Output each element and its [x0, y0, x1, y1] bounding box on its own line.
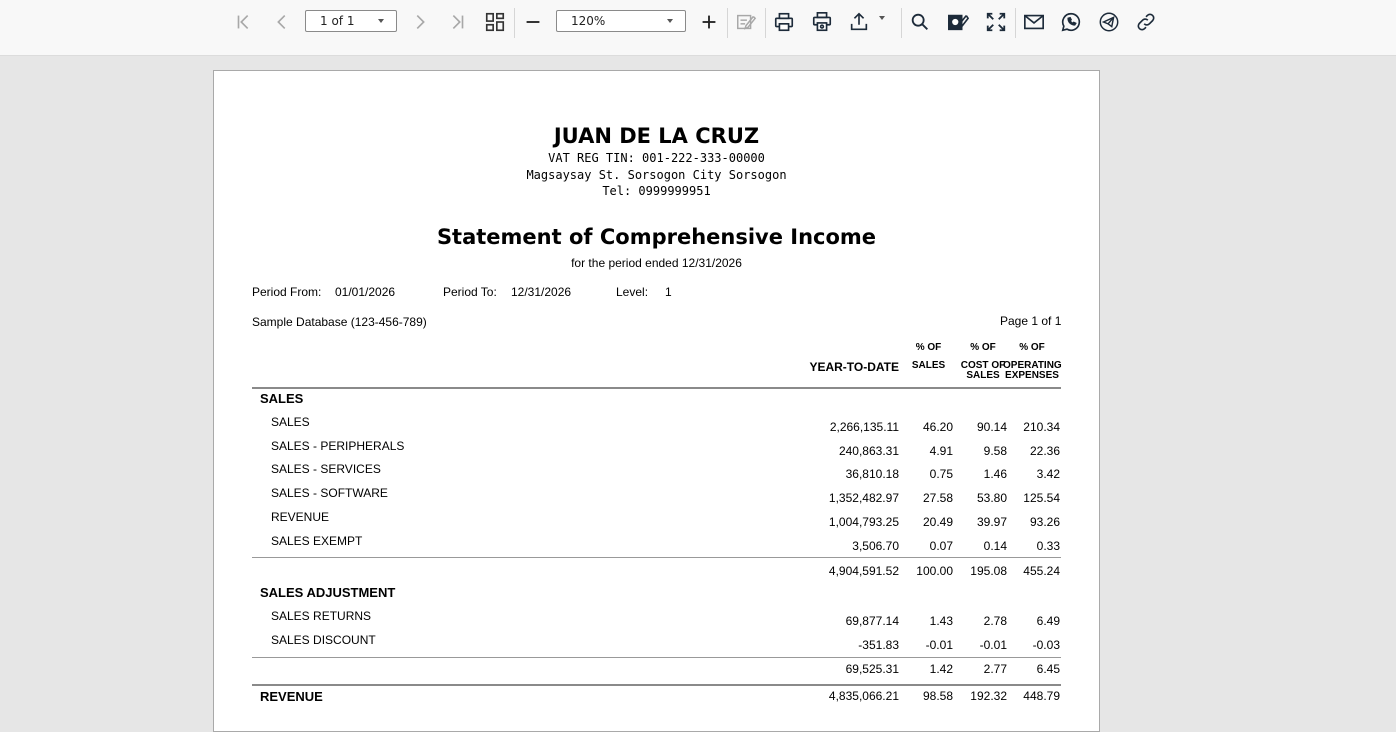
plus-icon: [698, 11, 720, 33]
account-pct-sales: 27.58: [922, 491, 953, 506]
account-pct-opex: 6.49: [1036, 614, 1060, 628]
account-ytd: 69,877.14: [845, 614, 899, 628]
adjustment-total-pct-opex: 6.45: [1036, 662, 1060, 676]
zoom-in-button[interactable]: [693, 6, 725, 38]
account-pct-cos: 9.58: [983, 443, 1007, 458]
account-label: REVENUE: [271, 509, 330, 524]
edit-button[interactable]: [730, 6, 762, 38]
account-ytd: 1,004,793.25: [828, 514, 899, 529]
zoom-level: 120%: [571, 14, 606, 28]
company-address: Magsaysay St. Sorsogon City Sorsogon: [526, 168, 787, 182]
header-rule: [252, 387, 1061, 389]
account-pct-opex: 22.36: [1029, 443, 1060, 458]
account-pct-opex: 3.42: [1036, 467, 1060, 482]
previous-page-button[interactable]: [266, 6, 298, 38]
export-button[interactable]: [843, 6, 875, 38]
grid-layout-icon: [484, 11, 506, 33]
chevron-left-icon: [271, 11, 293, 33]
subtotal-rule: [252, 557, 1061, 558]
print-button[interactable]: [768, 6, 800, 38]
period-to-label: Period To:: [443, 285, 497, 299]
last-page-button[interactable]: [441, 6, 473, 38]
account-pct-opex: 125.54: [1023, 491, 1060, 506]
sales-total-pct-sales: 100.00: [916, 564, 953, 578]
adjustment-total-pct-cos: 2.77: [983, 662, 1007, 676]
email-button[interactable]: [1018, 6, 1050, 38]
account-pct-opex: -0.03: [1032, 637, 1060, 652]
toolbar-divider: [727, 8, 728, 38]
viewer-toolbar: [0, 0, 1396, 56]
account-pct-cos: 0.14: [983, 538, 1007, 553]
chevron-down-icon: [378, 19, 384, 23]
account-pct-sales: 46.20: [922, 420, 953, 434]
first-page-button[interactable]: [228, 6, 260, 38]
level-value: 1: [665, 285, 672, 299]
account-label: SALES DISCOUNT: [271, 632, 376, 647]
account-label: SALES EXEMPT: [271, 533, 363, 548]
account-label: SALES - SOFTWARE: [271, 486, 388, 501]
sales-total-pct-opex: 455.24: [1023, 564, 1060, 578]
toolbar-divider: [514, 8, 515, 38]
search-icon: [909, 11, 931, 33]
account-ytd: 36,810.18: [845, 467, 899, 482]
account-pct-sales: 0.07: [929, 538, 953, 553]
account-pct-sales: 1.43: [929, 614, 953, 628]
next-page-button[interactable]: [404, 6, 436, 38]
revenue-label: REVENUE: [260, 689, 323, 704]
account-pct-opex: 93.26: [1029, 514, 1060, 529]
first-page-icon: [233, 11, 255, 33]
account-ytd: 1,352,482.97: [828, 491, 899, 506]
caret-down-icon: [879, 16, 885, 20]
printer-settings-icon: [811, 11, 833, 33]
edit-document-icon: [735, 11, 757, 33]
report-title: Statement of Comprehensive Income: [436, 225, 877, 249]
account-pct-cos: 53.80: [976, 491, 1007, 506]
account-pct-cos: 1.46: [983, 467, 1007, 482]
account-label: SALES - SERVICES: [271, 462, 381, 477]
column-header-opex-top: % OF: [1019, 342, 1045, 353]
account-pct-cos: 2.78: [983, 614, 1007, 628]
column-header-sales-top: % OF: [915, 342, 942, 353]
period-to-value: 12/31/2026: [511, 285, 572, 299]
period-from-value: 01/01/2026: [335, 285, 396, 299]
form-edit-button[interactable]: [942, 6, 974, 38]
vat-reg-tin: VAT REG TIN: 001-222-333-00000: [548, 151, 765, 165]
telegram-button[interactable]: [1093, 6, 1125, 38]
column-header-ytd: YEAR-TO-DATE: [809, 360, 899, 374]
form-edit-icon: [947, 11, 969, 33]
zoom-select[interactable]: [556, 10, 686, 32]
whatsapp-button[interactable]: [1055, 6, 1087, 38]
account-label: SALES: [271, 415, 310, 429]
subtotal-rule: [252, 657, 1061, 658]
minus-icon: [522, 11, 544, 33]
account-pct-sales: 0.75: [929, 467, 953, 482]
copy-link-button[interactable]: [1130, 6, 1162, 38]
account-ytd: 3,506.70: [852, 538, 899, 553]
company-tel: Tel: 0999999951: [602, 184, 711, 198]
search-button[interactable]: [904, 6, 936, 38]
upload-icon: [848, 11, 870, 33]
column-header-opex-line1: OPERATING: [1003, 360, 1062, 371]
print-options-button[interactable]: [806, 6, 838, 38]
account-pct-opex: 0.33: [1036, 538, 1060, 553]
export-dropdown-button[interactable]: [874, 6, 890, 38]
account-pct-sales: 4.91: [929, 443, 953, 458]
account-pct-cos: 90.14: [976, 420, 1007, 434]
section-heading-sales: SALES: [260, 391, 304, 406]
account-ytd: 2,266,135.11: [829, 420, 899, 434]
column-header-sales-bottom: SALES: [911, 360, 946, 371]
adjustment-total-pct-sales: 1.42: [929, 662, 953, 676]
zoom-out-button[interactable]: [517, 6, 549, 38]
page-select[interactable]: [305, 10, 397, 32]
last-page-icon: [446, 11, 468, 33]
chevron-right-icon: [409, 11, 431, 33]
period-from-label: Period From:: [252, 285, 322, 299]
column-header-opex-line2: EXPENSES: [1005, 370, 1059, 381]
thumbnails-button[interactable]: [479, 6, 511, 38]
company-name: JUAN DE LA CRUZ: [553, 124, 760, 148]
adjustment-total-ytd: 69,525.31: [845, 662, 899, 676]
section-heading-sales-adjustment: SALES ADJUSTMENT: [260, 585, 396, 600]
report-subtitle: for the period ended 12/31/2026: [571, 256, 742, 270]
toolbar-divider: [765, 8, 766, 38]
link-icon: [1135, 11, 1157, 33]
sales-total-pct-cos: 195.08: [970, 564, 1007, 578]
chevron-down-icon: [667, 19, 673, 23]
telegram-icon: [1098, 11, 1120, 33]
column-header-cos-line2: SALES: [966, 370, 1000, 381]
toolbar-divider: [901, 8, 902, 38]
level-label: Level:: [616, 285, 649, 299]
account-ytd: 240,863.31: [838, 443, 899, 458]
account-label: SALES RETURNS: [271, 609, 372, 623]
database-name: Sample Database (123-456-789): [252, 315, 427, 329]
fullscreen-icon: [985, 11, 1007, 33]
account-pct-sales: -0.01: [925, 637, 953, 652]
account-label: SALES - PERIPHERALS: [271, 438, 405, 453]
toolbar-divider: [1015, 8, 1016, 38]
account-pct-sales: 20.49: [922, 514, 953, 529]
mail-icon: [1023, 11, 1045, 33]
account-pct-opex: 210.34: [1023, 420, 1060, 434]
printer-icon: [773, 11, 795, 33]
column-header-cos-line1: COST OF: [960, 360, 1006, 371]
page-indicator: 1 of 1: [320, 14, 355, 28]
sales-total-ytd: 4,904,591.52: [828, 564, 899, 578]
revenue-rule: [252, 684, 1061, 686]
fullscreen-button[interactable]: [980, 6, 1012, 38]
revenue-pct-opex: 448.79: [1023, 689, 1060, 703]
account-ytd: -351.83: [858, 637, 899, 652]
revenue-ytd: 4,835,066.21: [828, 689, 899, 703]
page-number: Page 1 of 1: [1000, 314, 1062, 328]
account-pct-cos: 39.97: [976, 514, 1007, 529]
whatsapp-icon: [1060, 11, 1082, 33]
account-pct-cos: -0.01: [979, 637, 1007, 652]
column-header-cos-top: % OF: [970, 342, 996, 353]
report-page: [213, 70, 1100, 732]
revenue-pct-sales: 98.58: [922, 689, 953, 703]
revenue-pct-cos: 192.32: [970, 689, 1007, 703]
